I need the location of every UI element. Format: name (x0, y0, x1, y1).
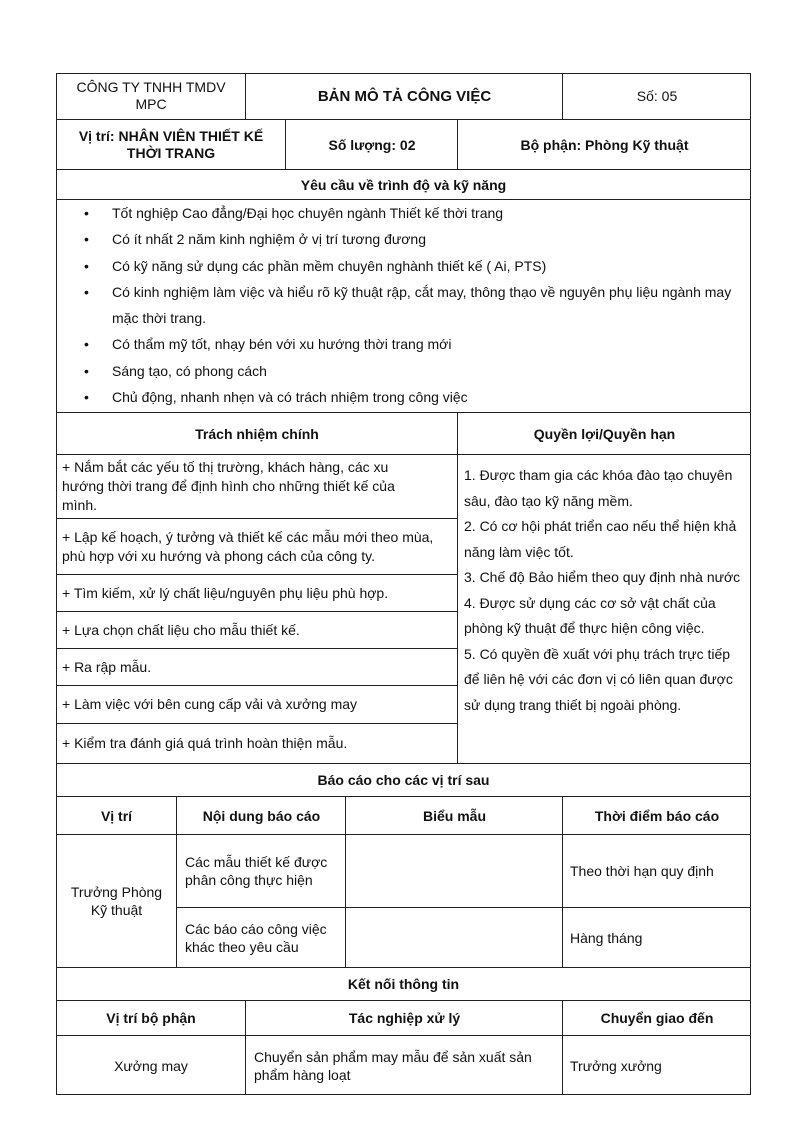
reports-col-position: Vị trí (56, 796, 177, 834)
document-title: BẢN MÔ TẢ CÔNG VIỆC (245, 73, 563, 119)
requirement-item: • Có thẩm mỹ tốt, nhạy bén với xu hướng thời trang mới (112, 331, 751, 357)
connections-heading: Kết nối thông tin (56, 967, 751, 1000)
document-number: Số: 05 (562, 73, 751, 119)
right-item: 2. Có cơ hội phát triển cao nếu thể hiện khả năng làm việc tốt. (464, 518, 737, 560)
requirement-item: • Chủ động, nhanh nhẹn và có trách nhiệm trong công việc (112, 384, 751, 410)
quantity-label: Số lượng: 02 (285, 119, 458, 169)
requirements-list (56, 199, 751, 412)
requirement-item: • Có ít nhất 2 năm kinh nghiệm ở vị trí tương đương (112, 226, 751, 252)
right-item: 1. Được tham gia các khóa đào tạo chuyên sâu, đào tạo kỹ năng mềm. (464, 467, 733, 509)
rights-heading: Quyền lợi/Quyền hạn (457, 412, 751, 454)
position-label: Vị trí: NHÂN VIÊN THIẾT KẾ THỜI TRANG (56, 119, 286, 169)
connection-to: Trưởng xưởng (562, 1035, 751, 1095)
responsibility-item: + Kiểm tra đánh giá quá trình hoàn thiện mẫu. (56, 723, 458, 763)
right-item: 3. Chế độ Bảo hiểm theo quy định nhà nước (464, 569, 741, 585)
report-time: Theo thời hạn quy định (562, 834, 751, 907)
connection-unit: Xưởng may (56, 1035, 246, 1095)
reports-position-cell: Trưởng Phòng Kỹ thuật (56, 834, 177, 967)
report-content: Các báo cáo công việc khác theo yêu cầu (176, 907, 346, 967)
connections-col-unit: Vị trí bộ phận (56, 1000, 246, 1035)
requirement-item: • Tốt nghiệp Cao đẳng/Đại học chuyên ngành Thiết kế thời trang (112, 200, 751, 226)
report-form (345, 907, 563, 967)
report-content: Các mẫu thiết kế được phân công thực hiện (176, 834, 346, 907)
reports-col-time: Thời điểm báo cáo (562, 796, 751, 834)
rights-list (464, 463, 744, 718)
requirement-item: • Có kinh nghiệm làm việc và hiểu rõ kỹ thuật rập, cắt may, thông thạo về nguyên phụ liệu ngành may mặc thời trang. (112, 279, 751, 332)
requirements-heading: Yêu cầu về trình độ và kỹ năng (56, 169, 751, 199)
department-label: Bộ phận: Phòng Kỹ thuật (457, 119, 751, 169)
responsibility-item: + Nắm bắt các yếu tố thị trường, khách hàng, các xu hướng thời trang để định hình cho những thiết kế của mình. (56, 454, 458, 518)
company-name: CÔNG TY TNHH TMDV MPC (76, 79, 226, 112)
connections-col-to: Chuyển giao đến (562, 1000, 751, 1035)
report-form (345, 834, 563, 907)
report-time: Hàng tháng (562, 907, 751, 967)
responsibilities-heading: Trách nhiệm chính (56, 412, 458, 454)
responsibility-item: + Lập kế hoạch, ý tưởng và thiết kế các mẫu mới theo mùa, phù hợp với xu hướng và phong cách của công ty. (56, 518, 458, 574)
right-item: 5. Có quyền đề xuất với phụ trách trực tiếp để liên hệ với các đơn vị có liên quan được sử dụng trang thiết bị ngoài phòng. (464, 645, 733, 713)
right-item: 4. Được sử dụng các cơ sở vật chất của phòng kỹ thuật để thực hiện công việc. (464, 594, 716, 636)
connection-task: Chuyển sản phẩm may mẫu để sản xuất sản phẩm hàng loạt (245, 1035, 563, 1095)
responsibility-item: + Lựa chọn chất liệu cho mẫu thiết kế. (56, 611, 458, 648)
requirement-item: • Có kỹ năng sử dụng các phần mềm chuyên nghành thiết kế ( Ai, PTS) (112, 253, 751, 279)
responsibility-item: + Ra rập mẫu. (56, 648, 458, 685)
reports-col-content: Nội dung báo cáo (176, 796, 346, 834)
connections-col-task: Tác nghiệp xử lý (245, 1000, 563, 1035)
reports-col-form: Biểu mẫu (345, 796, 563, 834)
requirement-item: • Sáng tạo, có phong cách (112, 358, 751, 384)
reports-heading: Báo cáo cho các vị trí sau (56, 763, 751, 796)
responsibility-item: + Làm việc với bên cung cấp vải và xưởng may (56, 685, 458, 723)
responsibility-item: + Tìm kiếm, xử lý chất liệu/nguyên phụ liệu phù hợp. (56, 574, 458, 611)
